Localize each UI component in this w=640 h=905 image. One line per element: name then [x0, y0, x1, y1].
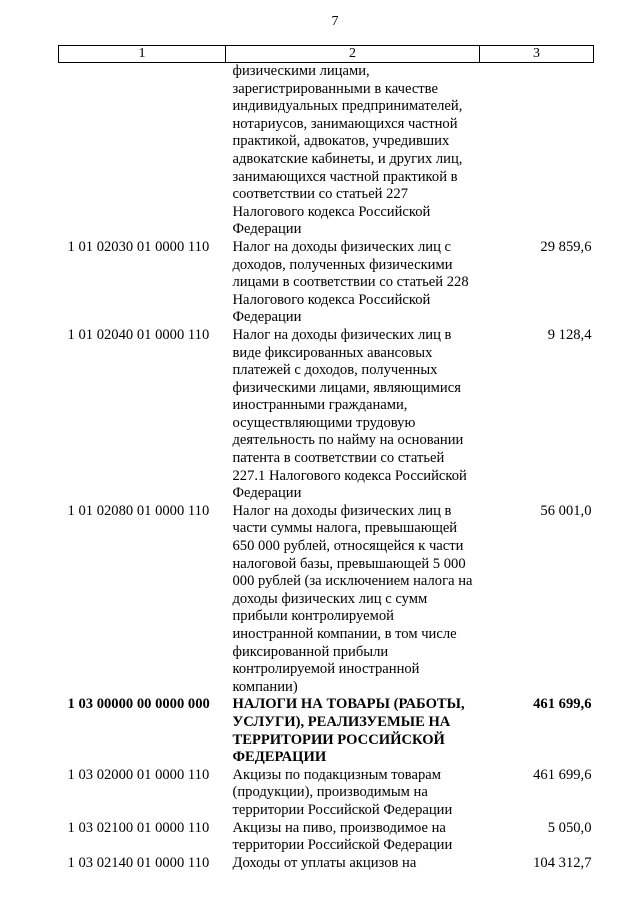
description-cell: НАЛОГИ НА ТОВАРЫ (РАБОТЫ, УСЛУГИ), РЕАЛИЗУЕМЫЕ НА ТЕРРИТОРИИ РОССИЙСКОЙ ФЕДЕРАЦИИ [232, 696, 465, 766]
budget-code-cell [59, 63, 226, 239]
amount-cell: 461 699,6 [533, 696, 592, 713]
revenue-table [58, 45, 594, 872]
table-row [59, 767, 594, 820]
table-body [59, 63, 594, 873]
page-number: 7 [331, 14, 339, 29]
description-cell: Акцизы на пиво, производимое на территории Российской Федерации [232, 819, 453, 854]
description-cell: физическими лицами, зарегистрированными в качестве индивидуальных предпринимателей, нотариусов, занимающихся частной практикой, адвокатов, учредивших адвокатские кабинеты, и других лиц, занимающихся частной практикой в соответствии со статьей 227 Налогового кодекса Российской Федерации [232, 63, 463, 238]
amount-cell [480, 63, 594, 239]
budget-code-cell: 1 03 02000 01 0000 110 [67, 766, 210, 783]
table-header-row [59, 46, 594, 63]
budget-code-cell: 1 01 02030 01 0000 110 [67, 238, 210, 255]
amount-cell: 104 312,7 [533, 854, 592, 871]
budget-code-cell: 1 03 02100 01 0000 110 [67, 819, 210, 836]
table-row [59, 696, 594, 766]
budget-code-cell: 1 03 00000 00 0000 000 [67, 696, 210, 713]
table-row [59, 239, 594, 327]
column-header-description: 2 [226, 46, 480, 63]
amount-cell: 29 859,6 [540, 238, 592, 255]
description-cell: Акцизы по подакцизным товарам (продукции), производимым на территории Российской Федерации [232, 766, 453, 818]
budget-code-cell: 1 01 02080 01 0000 110 [67, 502, 210, 519]
budget-code-cell: 1 01 02040 01 0000 110 [67, 326, 210, 343]
table-row [59, 855, 594, 873]
table-row [59, 503, 594, 697]
description-cell: Налог на доходы физических лиц с доходов, полученных физическими лицами в соответствии со статьей 228 Налогового кодекса Российской Федерации [232, 238, 469, 326]
table-row [59, 327, 594, 503]
description-cell: Налог на доходы физических лиц в части суммы налога, превышающей 650 000 рублей, относящейся к части налоговой базы, превышающей 5 000 000 рублей (за исключением налога на доходы физических лиц с сумм прибыли контролируемой иностранной компании, в том числе фиксированной прибыли контролируемой иностранной компании) [232, 502, 473, 695]
description-cell: Налог на доходы физических лиц в виде фиксированных авансовых платежей с доходов, полученных физическими лицами, являющимися иностранными гражданами, осуществляющими трудовую деятельность по найму на основании патента в соответствии со статьей 227.1 Налогового кодекса Российской Федерации [232, 326, 467, 502]
column-header-amount: 3 [480, 46, 594, 63]
amount-cell: 56 001,0 [540, 502, 592, 519]
table-row [59, 820, 594, 855]
table-row [59, 63, 594, 239]
budget-code-cell: 1 03 02140 01 0000 110 [67, 854, 210, 871]
amount-cell: 9 128,4 [547, 326, 592, 343]
column-header-code: 1 [59, 46, 226, 63]
description-cell: Доходы от уплаты акцизов на [232, 854, 417, 871]
amount-cell: 5 050,0 [547, 819, 592, 836]
amount-cell: 461 699,6 [533, 766, 592, 783]
